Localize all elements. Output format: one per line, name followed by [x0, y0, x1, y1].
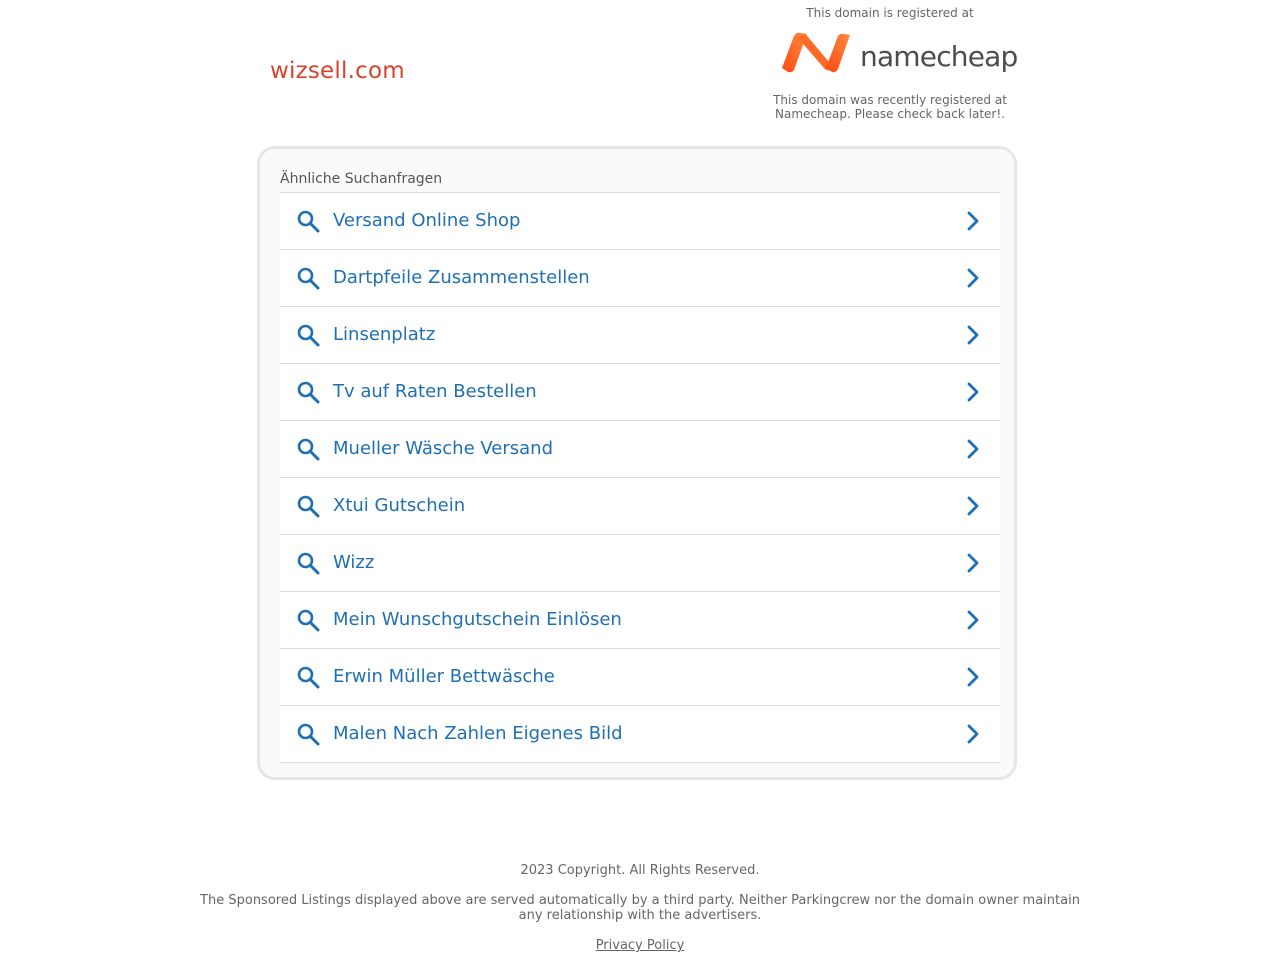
list-item-label: Mueller Wäsche Versand	[333, 438, 553, 459]
search-icon	[296, 722, 320, 746]
list-item-label: Wizz	[333, 552, 375, 573]
list-item[interactable]	[280, 193, 1000, 250]
chevron-right-icon	[966, 438, 980, 460]
search-icon	[296, 437, 320, 461]
search-icon	[296, 665, 320, 689]
list-item[interactable]	[280, 706, 1000, 763]
chevron-right-icon	[966, 381, 980, 403]
chevron-right-icon	[966, 552, 980, 574]
search-icon	[296, 323, 320, 347]
related-searches-panel	[257, 146, 1017, 780]
chevron-right-icon	[966, 723, 980, 745]
copyright-text: 2023 Copyright. All Rights Reserved.	[520, 863, 760, 878]
list-item[interactable]	[280, 307, 1000, 364]
domain-name: wizsell.com	[270, 58, 405, 84]
list-item-label: Tv auf Raten Bestellen	[333, 381, 537, 402]
list-item-label: Versand Online Shop	[333, 210, 521, 231]
disclaimer	[0, 893, 1280, 923]
search-icon	[296, 266, 320, 290]
search-icon	[296, 380, 320, 404]
chevron-right-icon	[966, 666, 980, 688]
privacy-footer	[0, 938, 1280, 953]
list-item-label: Mein Wunschgutschein Einlösen	[333, 609, 622, 630]
list-item[interactable]	[280, 364, 1000, 421]
registered-note: This domain was recently registered at Namecheap. Please check back later!.	[773, 93, 1007, 121]
registered-at-text: This domain is registered at	[806, 6, 974, 20]
related-searches-list	[280, 192, 1000, 763]
search-icon	[296, 608, 320, 632]
search-icon	[296, 209, 320, 233]
list-item[interactable]	[280, 250, 1000, 307]
list-item[interactable]	[280, 649, 1000, 706]
search-icon	[296, 551, 320, 575]
list-item[interactable]	[280, 421, 1000, 478]
chevron-right-icon	[966, 495, 980, 517]
chevron-right-icon	[966, 609, 980, 631]
search-icon	[296, 494, 320, 518]
privacy-policy-link[interactable]: Privacy Policy	[595, 938, 685, 953]
namecheap-wordmark: namecheap	[860, 40, 1018, 73]
list-item-label: Linsenplatz	[333, 324, 436, 345]
list-item-label: Xtui Gutschein	[333, 495, 466, 516]
list-item-label: Erwin Müller Bettwäsche	[333, 666, 555, 687]
list-item-label: Malen Nach Zahlen Eigenes Bild	[333, 723, 623, 744]
chevron-right-icon	[966, 324, 980, 346]
chevron-right-icon	[966, 267, 980, 289]
disclaimer-text: The Sponsored Listings displayed above are served automatically by a third party. Neither Parkingcrew nor the domain owner maintain any relationship with the advertisers.	[200, 893, 1080, 923]
list-item-label: Dartpfeile Zusammenstellen	[333, 267, 590, 288]
list-item[interactable]	[280, 592, 1000, 649]
list-item[interactable]	[280, 535, 1000, 592]
panel-title: Ähnliche Suchanfragen	[280, 171, 443, 187]
list-item[interactable]	[280, 478, 1000, 535]
chevron-right-icon	[966, 210, 980, 232]
